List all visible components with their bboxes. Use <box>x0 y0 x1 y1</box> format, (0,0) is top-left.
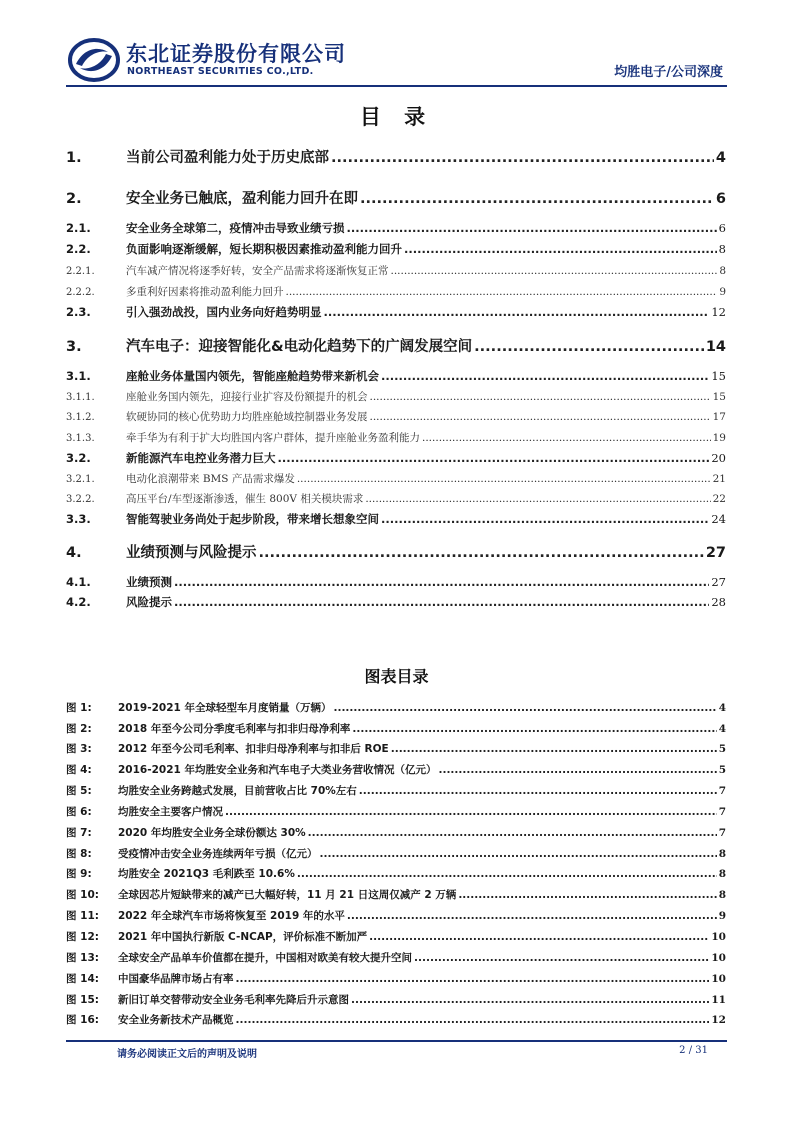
toc-entry[interactable]: 2.3. 引入强劲战投，国内业务向好趋势明显 ..... 12 <box>66 304 726 320</box>
figure-entry[interactable]: 图 9: 均胜安全 2021Q3 毛利跌至 10.6% ..... 8 <box>66 866 726 881</box>
toc-entry[interactable]: 3.1. 座舱业务体量国内领先，智能座舱趋势带来新机会 ..... 15 <box>66 368 726 384</box>
figure-entry[interactable]: 图 4: 2016-2021 年均胜安全业务和汽车电子大类业务营收情况（亿元） ..... 5 <box>66 762 726 777</box>
report-tag: 均胜电子/公司深度 <box>614 65 723 80</box>
toc-entry[interactable]: 4.1. 业绩预测 ..... 27 <box>66 574 726 590</box>
toc-entry[interactable]: 2.2. 负面影响逐渐缓解，短长期积极因素推动盈利能力回升 ..... 8 <box>66 241 726 257</box>
toc-entry[interactable]: 1. 当前公司盈利能力处于历史底部 ..... 4 <box>66 146 726 167</box>
toc-entry[interactable]: 2.2.1. 汽车减产情况将逐季好转，安全产品需求将逐渐恢复正常 ..... 8 <box>66 263 726 278</box>
figure-entry[interactable]: 图 5: 均胜安全业务跨越式发展，目前营收占比 70%左右 ..... 7 <box>66 783 726 798</box>
toc-entry[interactable]: 2. 安全业务已触底，盈利能力回升在即 ..... 6 <box>66 187 726 208</box>
toc-entry[interactable]: 3.1.2. 软硬协同的核心优势助力均胜座舱域控制器业务发展 ..... 17 <box>66 409 726 424</box>
company-name-en: NORTHEAST SECURITIES CO.,LTD. <box>127 66 314 77</box>
northeast-securities-logo-icon <box>68 38 120 82</box>
toc-entry[interactable]: 2.2.2. 多重利好因素将推动盈利能力回升 ..... 9 <box>66 284 726 299</box>
toc-title: 目 录 <box>359 105 434 129</box>
company-name-cn: 东北证券股份有限公司 <box>126 42 346 66</box>
toc-entry[interactable]: 3. 汽车电子：迎接智能化&电动化趋势下的广阔发展空间 ..... 14 <box>66 335 726 356</box>
toc-entry[interactable]: 2.1. 安全业务全球第二，疫情冲击导致业绩亏损 ..... 6 <box>66 220 726 236</box>
toc-entry[interactable]: 3.1.3. 牵手华为有利于扩大均胜国内客户群体，提升座舱业务盈利能力 ..... 19 <box>66 430 726 445</box>
figure-entry[interactable]: 图 3: 2012 年至今公司毛利率、扣非归母净利率与扣非后 ROE ..... 5 <box>66 741 726 756</box>
figure-entry[interactable]: 图 1: 2019-2021 年全球轻型车月度销量（万辆） ..... 4 <box>66 700 726 715</box>
figure-entry[interactable]: 图 12: 2021 年中国执行新版 C-NCAP，评价标准不断加严 ..... 10 <box>66 929 726 944</box>
toc-entry[interactable]: 3.2.2. 高压平台/车型逐渐渗透，催生 800V 相关模块需求 ..... 22 <box>66 491 726 506</box>
figure-entry[interactable]: 图 8: 受疫情冲击安全业务连续两年亏损（亿元） ..... 8 <box>66 846 726 861</box>
figure-entry[interactable]: 图 6: 均胜安全主要客户情况 ..... 7 <box>66 804 726 819</box>
footer-disclaimer: 请务必阅读正文后的声明及说明 <box>117 1049 257 1060</box>
toc-entry[interactable]: 4.2. 风险提示 ..... 28 <box>66 594 726 610</box>
figure-entry[interactable]: 图 10: 全球因芯片短缺带来的减产已大幅好转，11 月 21 日这周仅减产 2 万辆 ..... 8 <box>66 887 726 902</box>
figure-entry[interactable]: 图 11: 2022 年全球汽车市场将恢复至 2019 年的水平 ..... 9 <box>66 908 726 923</box>
footer-divider <box>66 1040 727 1042</box>
page-indicator: 2 / 31 <box>679 1045 708 1056</box>
figure-entry[interactable]: 图 7: 2020 年均胜安全业务全球份额达 30% ..... 7 <box>66 825 726 840</box>
toc-entry[interactable]: 3.3. 智能驾驶业务尚处于起步阶段，带来增长想象空间 ..... 24 <box>66 511 726 527</box>
figure-entry[interactable]: 图 14: 中国豪华品牌市场占有率 ..... 10 <box>66 971 726 986</box>
figures-title: 图表目录 <box>364 667 429 686</box>
figure-entry[interactable]: 图 2: 2018 年至今公司分季度毛利率与扣非归母净利率 ..... 4 <box>66 721 726 736</box>
toc-entry[interactable]: 4. 业绩预测与风险提示 ..... 27 <box>66 541 726 562</box>
toc-entry[interactable]: 3.2. 新能源汽车电控业务潜力巨大 ..... 20 <box>66 450 726 466</box>
figure-entry[interactable]: 图 13: 全球安全产品单车价值都在提升，中国相对欧美有较大提升空间 ..... 10 <box>66 950 726 965</box>
toc-entry[interactable]: 3.2.1. 电动化浪潮带来 BMS 产品需求爆发 ..... 21 <box>66 471 726 486</box>
toc-entry[interactable]: 3.1.1. 座舱业务国内领先，迎接行业扩容及份额提升的机会 ..... 15 <box>66 389 726 404</box>
header-divider <box>66 85 727 87</box>
figure-entry[interactable]: 图 16: 安全业务新技术产品概览 ..... 12 <box>66 1012 726 1027</box>
figure-entry[interactable]: 图 15: 新旧订单交替带动安全业务毛利率先降后升示意图 ..... 11 <box>66 992 726 1007</box>
